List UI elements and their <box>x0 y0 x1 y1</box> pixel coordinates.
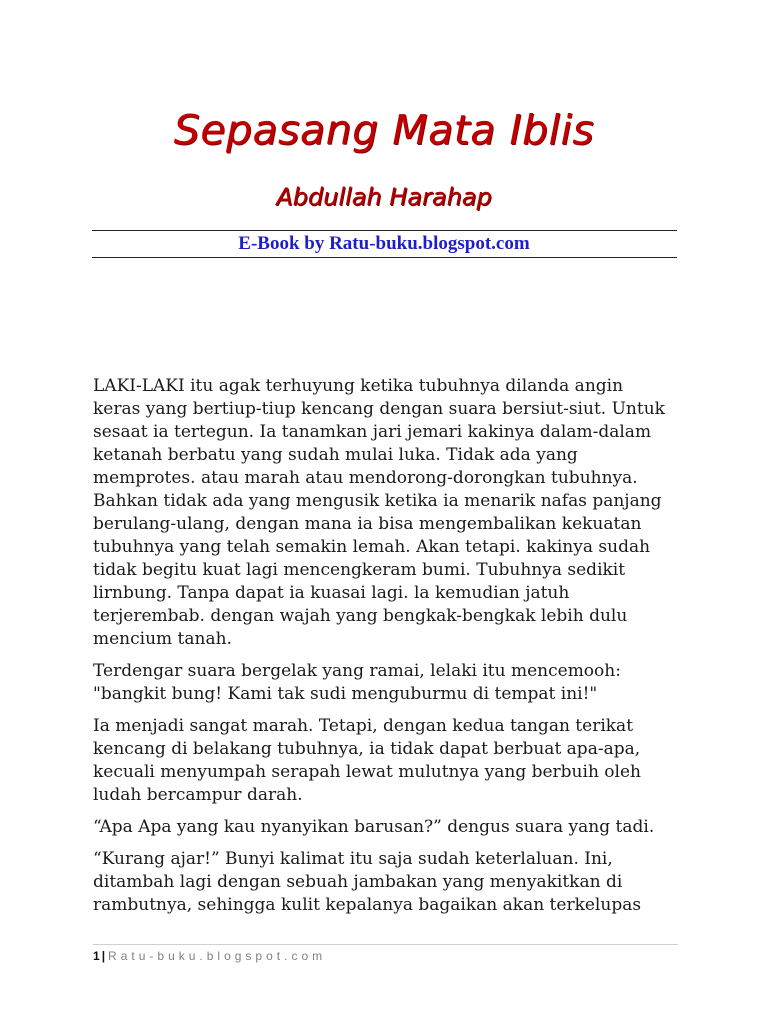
book-author: Abdullah Harahap <box>276 183 492 211</box>
page-number: 1 <box>93 949 100 963</box>
footer-separator: | <box>101 949 106 963</box>
paragraph: LAKI-LAKI itu agak terhuyung ketika tubuhnya dilanda angin keras yang bertiup-tiup kencang dengan suara bersiut-siut. Untuk sesaat ia tertegun. Ia tanamkan jari jemari kakinya dalam-dalam ketanah berbatu yang sudah mulai luka. Tidak ada yang memprotes. atau marah atau mendorong-dorongkan tubuhnya. Bahkan tidak ada yang mengusik ketika ia menarik nafas panjang berulang-ulang, dengan mana ia bisa mengembalikan kekuatan tubuhnya yang telah semakin lemah. Akan tetapi. kakinya sudah tidak begitu kuat lagi mencengkeram bumi. Tubuhnya sedikit lirnbung. Tanpa dapat ia kuasai lagi. la kemudian jatuh terjerembab. dengan wajah yang bengkak-bengkak lebih dulu mencium tanah. <box>93 376 665 649</box>
footer-rule <box>93 944 678 945</box>
paragraph: Ia menjadi sangat marah. Tetapi, dengan kedua tangan terikat kencang di belakang tubuhnya, ia tidak dapat berbuat apa-apa, kecuali menyumpah serapah lewat mulutnya yang berbuih oleh ludah bercampur darah. <box>93 716 641 805</box>
page-footer <box>93 948 326 964</box>
footer-site: Ratu-buku.blogspot.com <box>108 949 327 963</box>
header-rule-top <box>92 230 677 231</box>
paragraph: “Kurang ajar!” Bunyi kalimat itu saja sudah keterlaluan. Ini, ditambah lagi dengan sebuah jambakan yang menyakitkan di rambutnya, sehingga kulit kepalanya bagaikan akan terkelupas <box>93 849 642 915</box>
ebook-credit: E-Book by Ratu-buku.blogspot.com <box>238 233 530 254</box>
paragraph: Terdengar suara bergelak yang ramai, lelaki itu mencemooh: "bangkit bung! Kami tak sudi menguburmu di tempat ini!" <box>93 661 621 704</box>
paragraph: “Apa Apa yang kau nyanyikan barusan?” dengus suara yang tadi. <box>93 817 655 837</box>
story-body <box>93 375 683 926</box>
book-title: Sepasang Mata Iblis <box>173 106 595 154</box>
header-rule-bottom <box>92 257 677 258</box>
